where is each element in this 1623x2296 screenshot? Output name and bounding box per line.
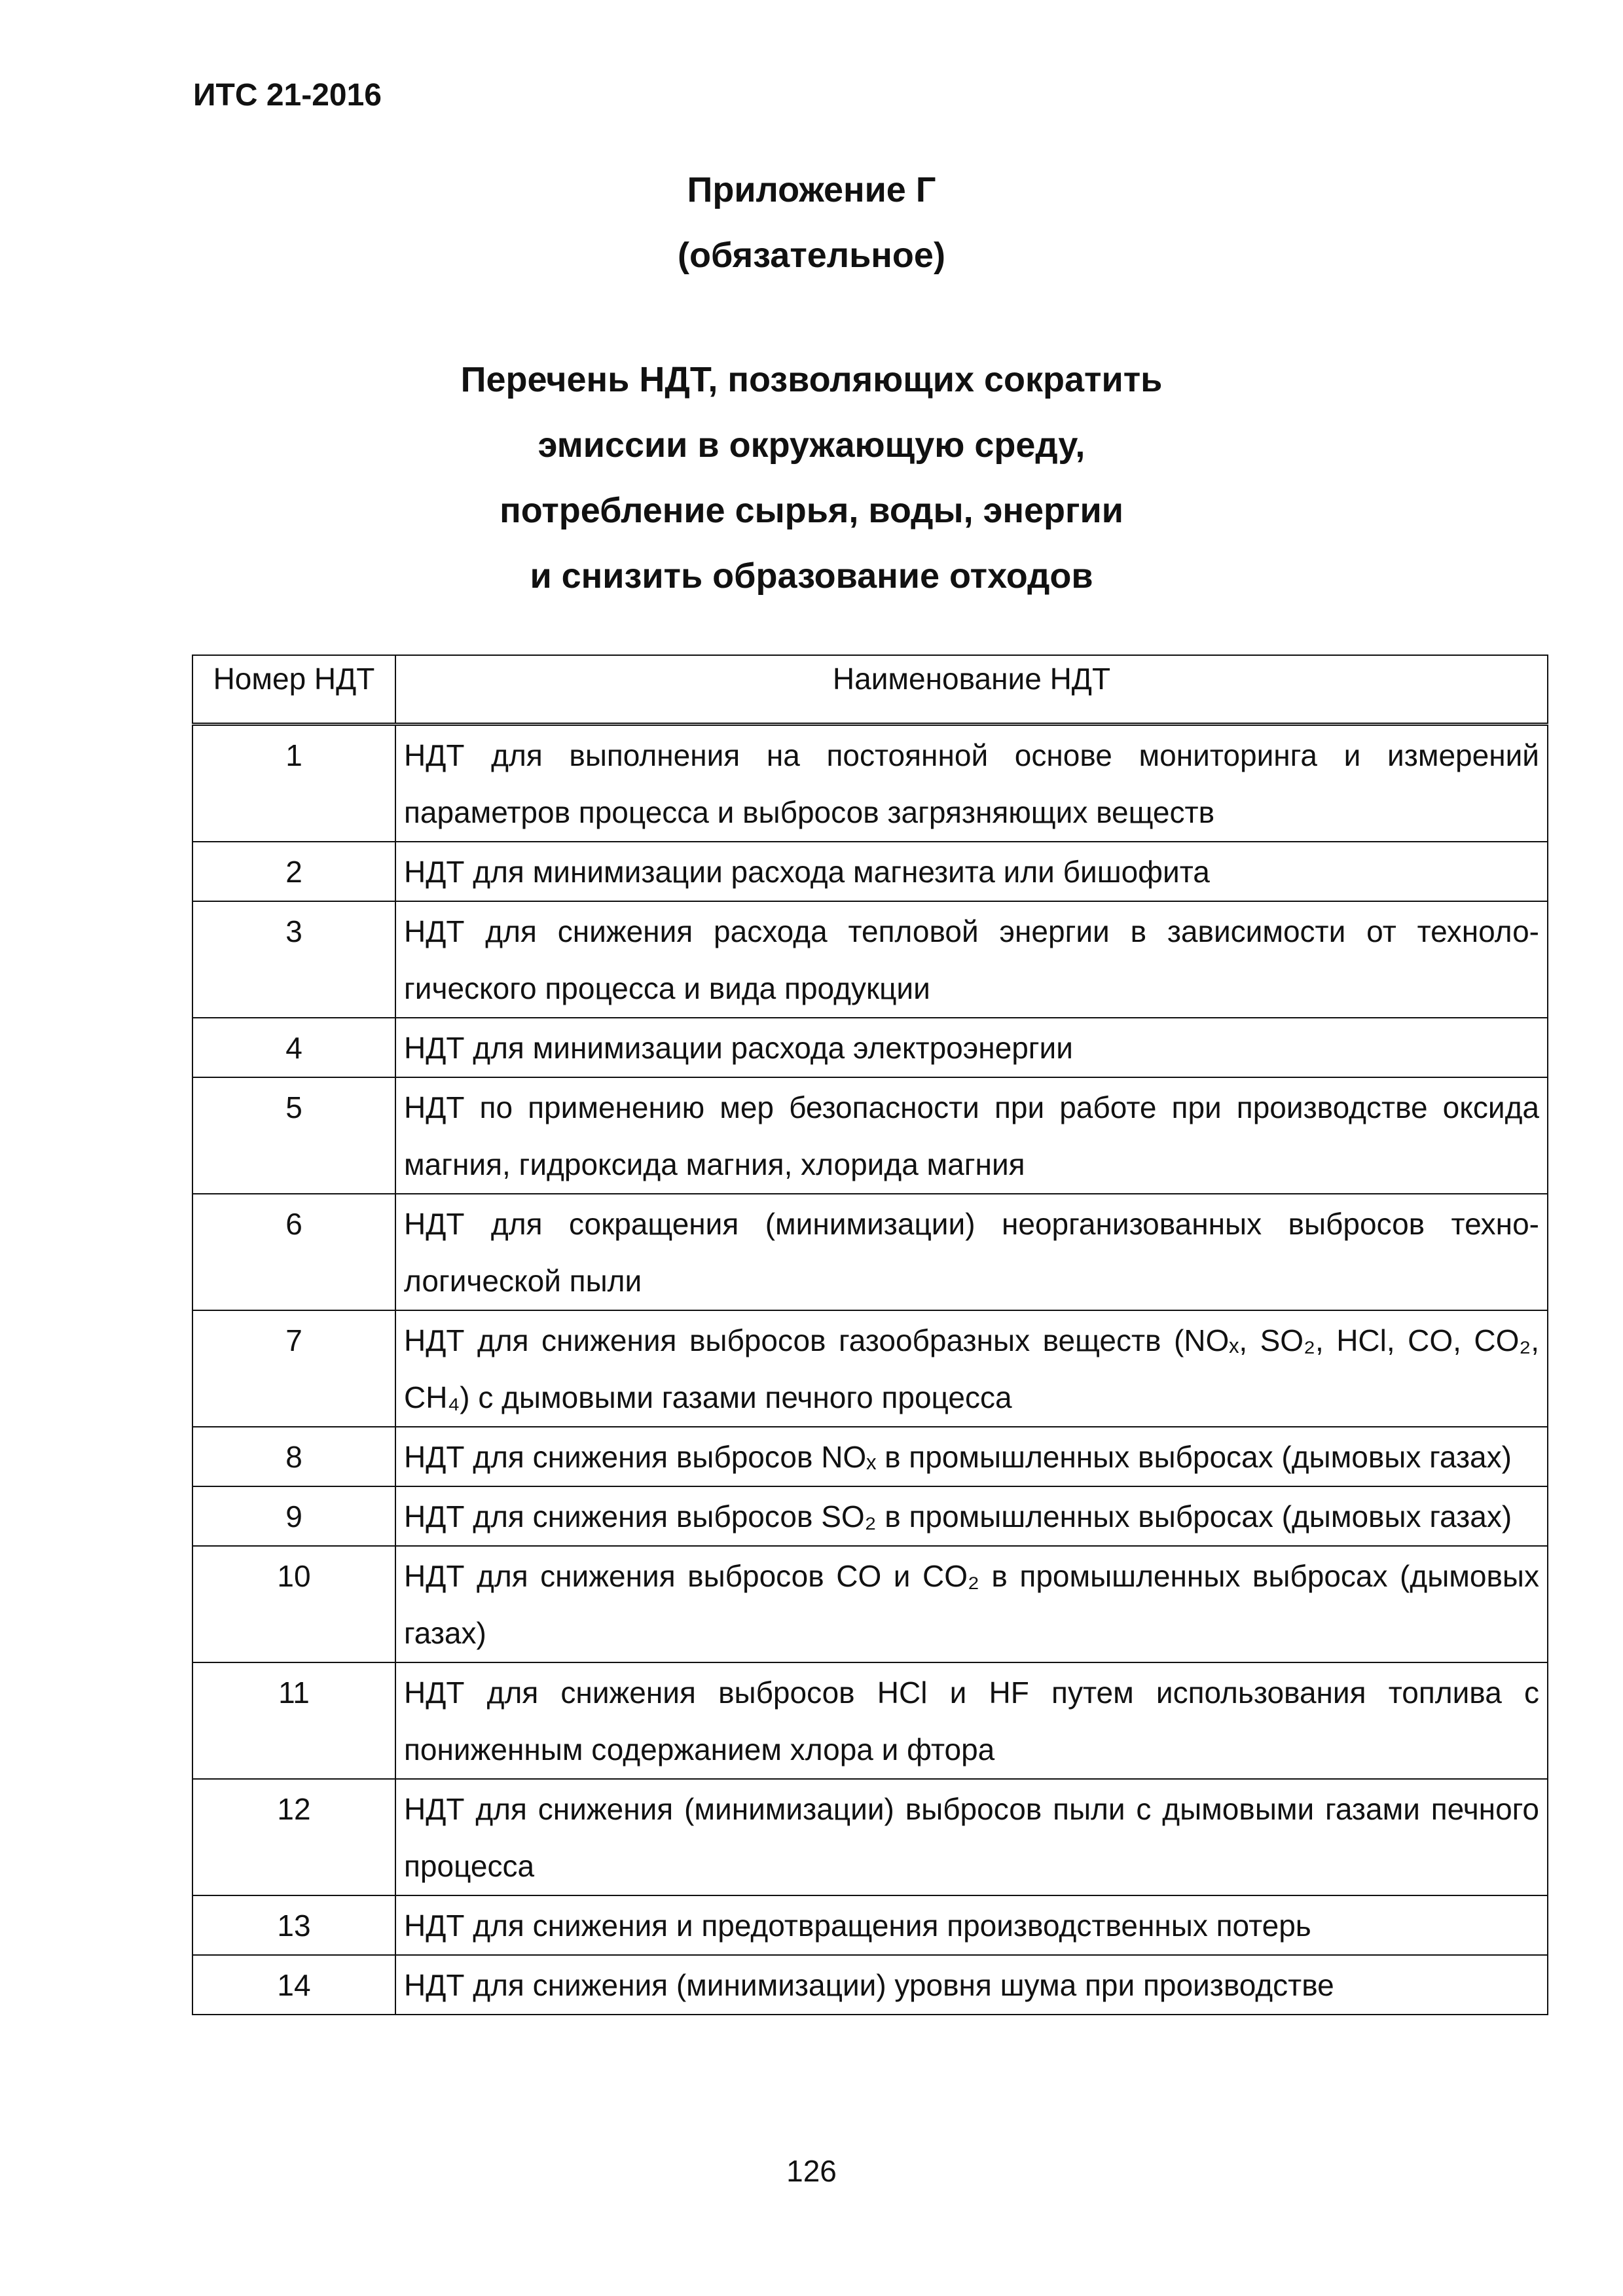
table-row xyxy=(192,725,1548,842)
ndt-name: НДТ для минимизации расхода электроэнергии xyxy=(395,1018,1548,1077)
ndt-number: 8 xyxy=(192,1427,395,1486)
table-row xyxy=(192,1895,1548,1955)
ndt-number: 14 xyxy=(192,1955,395,2015)
ndt-name: НДТ для снижения выбросов CO и CO₂ в промышленных выбросах (дымовых газах) xyxy=(395,1546,1548,1662)
list-title-line: эмиссии в окружающую среду, xyxy=(538,425,1085,465)
table-row xyxy=(192,1662,1548,1779)
ndt-number: 6 xyxy=(192,1194,395,1310)
ndt-number: 5 xyxy=(192,1077,395,1194)
table-row xyxy=(192,1955,1548,2015)
ndt-name: НДТ для сокращения (минимизации) неорганизованных выбросов технологической пыли xyxy=(395,1194,1548,1310)
column-header-number: Номер НДТ xyxy=(192,655,395,725)
table-row xyxy=(192,1077,1548,1194)
ndt-number: 2 xyxy=(192,842,395,901)
ndt-name: НДТ для снижения и предотвращения производственных потерь xyxy=(395,1895,1548,1955)
ndt-number: 10 xyxy=(192,1546,395,1662)
ndt-name: НДТ для снижения выбросов газообразных веществ (NOₓ, SO₂, HCl, CO, CO₂, CH₄) с дымовыми газами печного процесса xyxy=(395,1310,1548,1427)
ndt-name: НДТ для минимизации расхода магнезита или бишофита xyxy=(395,842,1548,901)
ndt-name: НДТ для снижения (минимизации) уровня шума при производстве xyxy=(395,1955,1548,2015)
table-row xyxy=(192,1018,1548,1077)
table-row xyxy=(192,901,1548,1018)
ndt-number: 4 xyxy=(192,1018,395,1077)
ndt-number: 9 xyxy=(192,1486,395,1546)
table-row xyxy=(192,1427,1548,1486)
ndt-name: НДТ для снижения (минимизации) выбросов пыли с дымовыми газами печного процесса xyxy=(395,1779,1548,1895)
ndt-number: 7 xyxy=(192,1310,395,1427)
ndt-name: НДТ для снижения расхода тепловой энергии в зависимости от технологического процесса и вида продукции xyxy=(395,901,1548,1018)
ndt-name: НДТ по применению мер безопасности при работе при производстве оксида магния, гидроксида магния, хлорида магния xyxy=(395,1077,1548,1194)
ndt-name: НДТ для выполнения на постоянной основе мониторинга и измерений параметров процесса и выбросов загрязняющих веществ xyxy=(395,725,1548,842)
list-title-line: Перечень НДТ, позволяющих сократить xyxy=(460,360,1163,399)
ndt-number: 13 xyxy=(192,1895,395,1955)
ndt-name: НДТ для снижения выбросов NOₓ в промышленных выбросах (дымовых газах) xyxy=(395,1427,1548,1486)
document-code: ИТС 21-2016 xyxy=(193,78,382,113)
ndt-number: 12 xyxy=(192,1779,395,1895)
appendix-status: (обязательное) xyxy=(678,236,945,275)
table-row xyxy=(192,1486,1548,1546)
table-row xyxy=(192,1194,1548,1310)
list-title-line: и снизить образование отходов xyxy=(530,556,1093,596)
ndt-table xyxy=(192,655,1548,2015)
ndt-name: НДТ для снижения выбросов SO₂ в промышленных выбросах (дымовых газах) xyxy=(395,1486,1548,1546)
table-row xyxy=(192,1779,1548,1895)
list-title-line: потребление сырья, воды, энергии xyxy=(500,491,1123,530)
table-header-row xyxy=(192,655,1548,725)
list-title xyxy=(0,347,1623,609)
column-header-name: Наименование НДТ xyxy=(395,655,1548,725)
table-row xyxy=(192,1310,1548,1427)
ndt-name: НДТ для снижения выбросов HCl и HF путем использования топлива с пониженным содержанием хлора и фтора xyxy=(395,1662,1548,1779)
table-row xyxy=(192,842,1548,901)
ndt-number: 11 xyxy=(192,1662,395,1779)
appendix-title: Приложение Г xyxy=(687,170,936,209)
ndt-number: 1 xyxy=(192,725,395,842)
table-row xyxy=(192,1546,1548,1662)
page-number: 126 xyxy=(786,2154,837,2188)
ndt-number: 3 xyxy=(192,901,395,1018)
